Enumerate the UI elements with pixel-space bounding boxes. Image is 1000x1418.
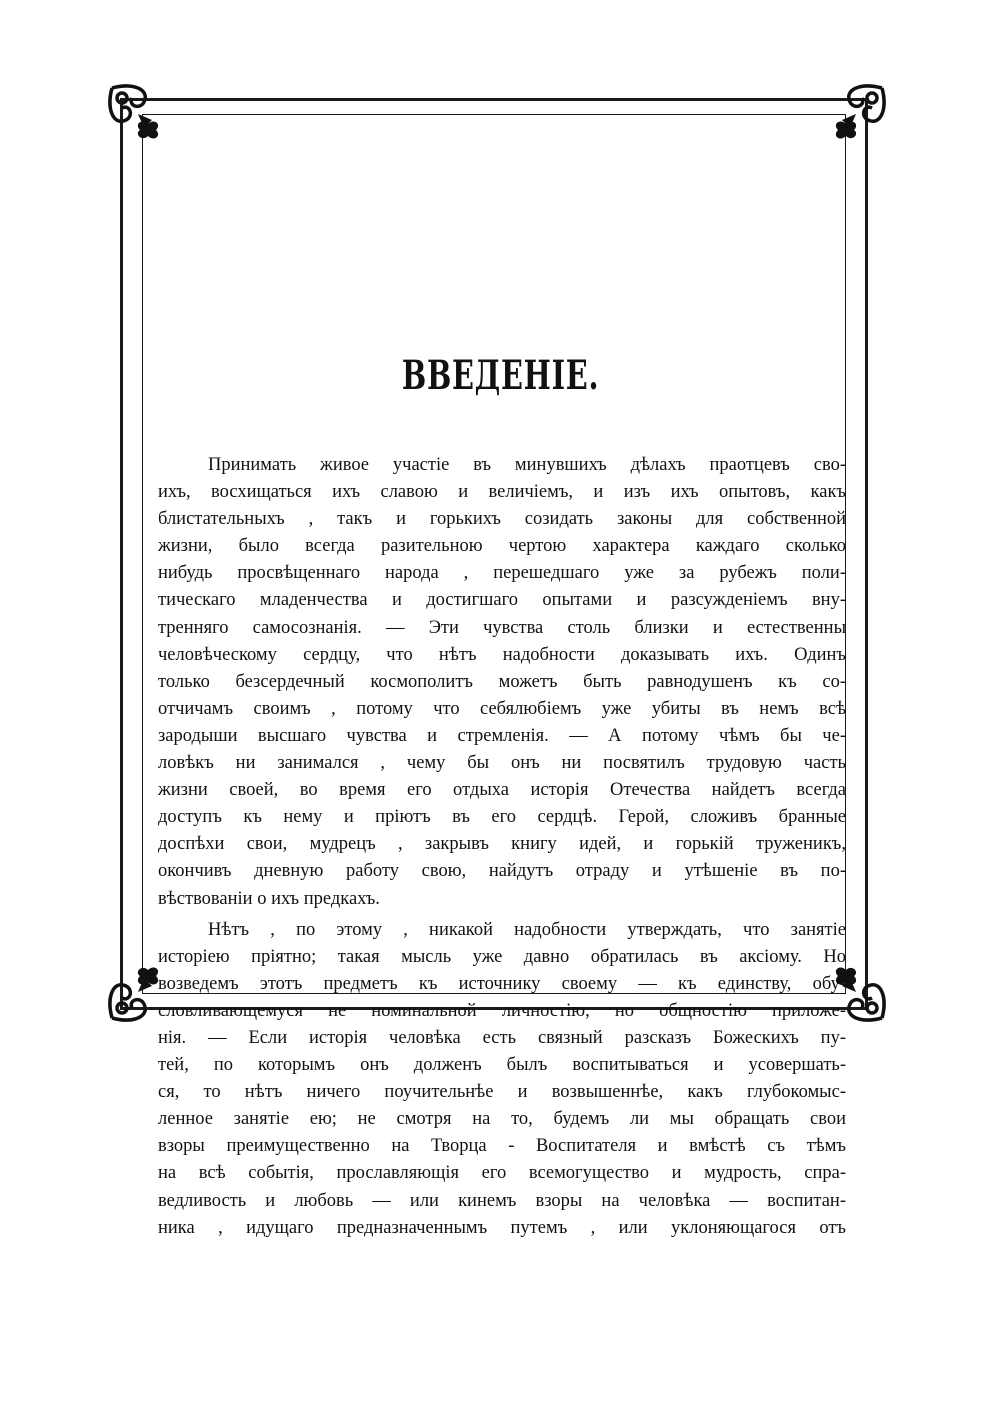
text-line: доступъ къ нему и прiютъ въ его сердцѣ. Герой, сложивъ бранные — [158, 807, 846, 828]
text-line: ведливость и любовь — или кинемъ взоры на человѣка — воспитан- — [158, 1190, 846, 1211]
text-line: ленное занятiе ею; не смотря на то, будемъ ли мы обращать свои — [158, 1109, 846, 1130]
text-line: окончивъ дневную работу свою, найдутъ отраду и утѣшенiе въ по- — [158, 861, 846, 882]
text-line: взоры преимущественно на Творца - Воспитателя и вмѣстѣ съ тѣмъ — [158, 1136, 846, 1157]
text-line: жизни, было всегда разительною чертою характера каждаго сколько — [158, 536, 846, 557]
text-line: отчичамъ своимъ , потому что себялюбiемъ уже убиты въ немъ всѣ — [158, 698, 846, 719]
text-line: Принимать живое участiе въ минувшихъ дѣлахъ праотцевъ сво- — [208, 455, 846, 475]
text-line: человѣческому сердцу, что нѣтъ надобности доказывать ихъ. Одинъ — [158, 644, 846, 665]
text-line: тическаго младенчества и достигшаго опытами и разсужденiемъ вну- — [158, 590, 846, 611]
corner-ornament-icon — [104, 80, 170, 146]
paragraph — [158, 452, 846, 913]
text-line: ника , идущаго предназначеннымъ путемъ , или уклоняющагося отъ — [158, 1217, 846, 1238]
text-line: только безсердечный космополитъ можетъ быть равнодушенъ къ со- — [158, 671, 846, 692]
text-line: жизни своей, во время его отдыха исторiя Отечества найдетъ всегда — [158, 780, 846, 801]
text-line: нiя. — Если исторiя человѣка есть связный разсказъ Божескихъ пу- — [158, 1027, 846, 1048]
text-line: ихъ, восхищаться ихъ славою и величiемъ, и изъ ихъ опытовъ, какъ — [158, 482, 846, 503]
text-line: тей, по которымъ онъ долженъ былъ воспитываться и усовершать- — [158, 1055, 846, 1076]
text-line: ся, то нѣтъ ничего поучительнѣе и возвышеннѣе, какъ глубокомыс- — [158, 1082, 846, 1103]
text-line: доспѣхи свои, мудрецъ , закрывъ книгу идей, и горькiй труженикъ, — [158, 834, 846, 855]
text-line: ловѣкъ ни занимался , чему бы онъ ни посвятилъ трудовую часть — [158, 753, 846, 774]
page-title: ВВЕДЕНIЕ. — [401, 352, 600, 399]
text-line: Нѣтъ , по этому , никакой надобности утверждать, что занятiе — [208, 919, 846, 940]
corner-ornament-icon — [824, 80, 890, 146]
text-line: тренняго самосознанiя. — Эти чувства столь близки и естественны — [158, 617, 846, 638]
text-line: нибудь просвѣщеннаго народа , перешедшаго уже за рубежъ поли- — [158, 563, 846, 584]
text-line: вѣствованiи о ихъ предкахъ. — [158, 888, 380, 909]
text-line: словливающемуся не номинальной личностiю, но общностiю приложе- — [158, 1000, 846, 1021]
paragraph — [158, 917, 846, 1242]
text-line: на всѣ событiя, прославляющiя его всемогущество и мудрость, спра- — [158, 1163, 846, 1184]
text-line: блистательныхъ , такъ и горькихъ созидать законы для собственной — [158, 509, 846, 530]
body-text — [158, 452, 846, 1242]
text-line: зародыши высшаго чувства и стремленiя. — А потому чѣмъ бы че- — [158, 725, 846, 746]
text-line: возведемъ этотъ предметъ къ источнику своему — къ единству, обу- — [158, 973, 846, 994]
text-line: исторiею прiятно; такая мысль уже давно обратилась въ аксiому. Но — [158, 946, 846, 967]
